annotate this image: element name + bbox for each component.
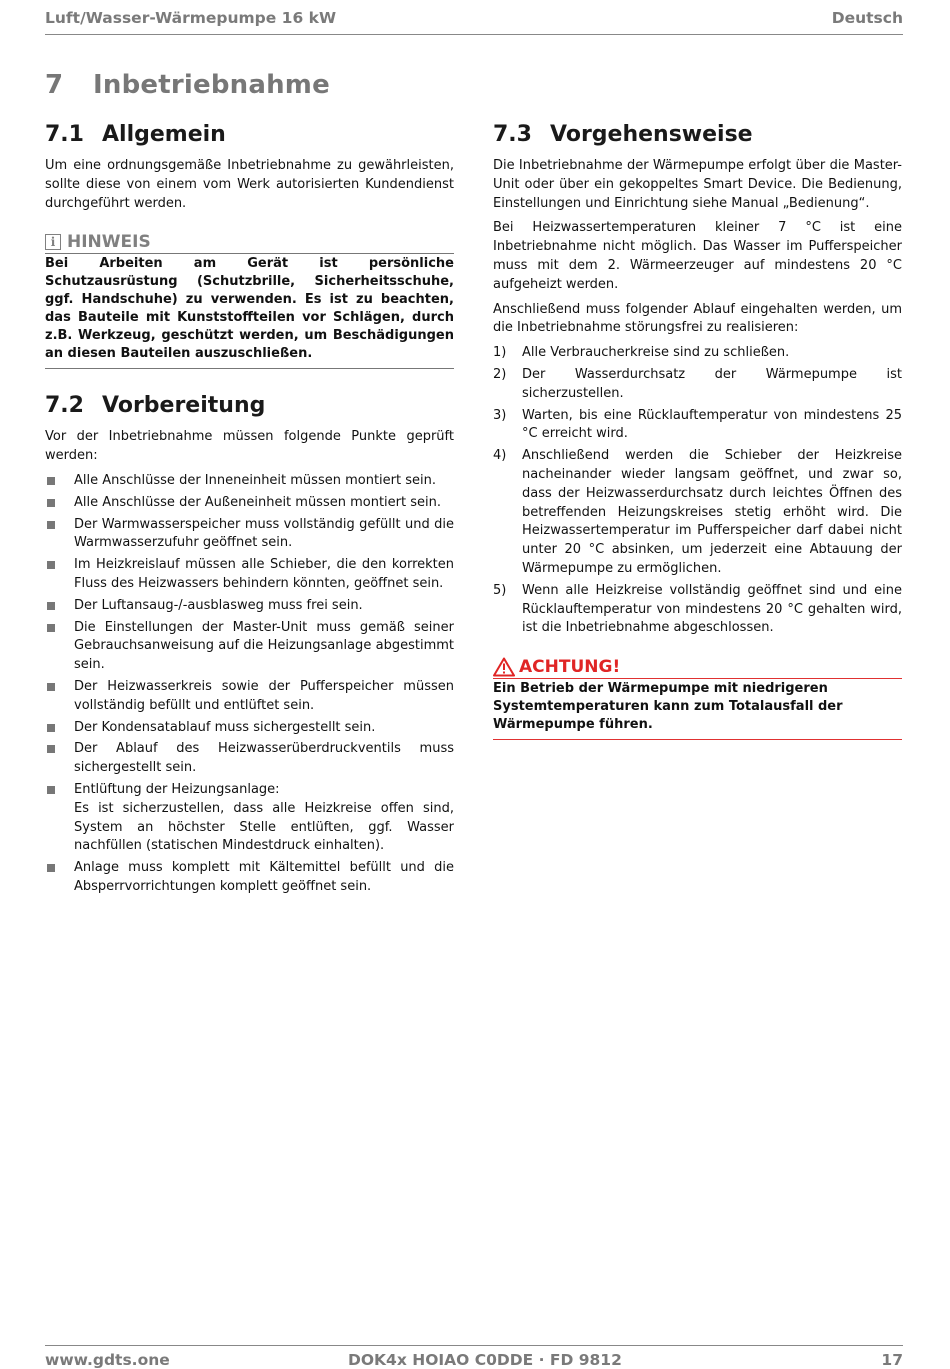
- section-vorbereitung: [45, 393, 454, 896]
- notice-label: HINWEIS: [67, 232, 151, 253]
- square-bullet-icon: [47, 724, 55, 732]
- notice-text: Bei Arbeiten am Gerät ist persönliche Schutzausrüstung (Schutzbrille, Sicherheitsschuhe, ggf. Handschuhe) zu verwenden. Es ist zu beachten, das Bauteile mit Kunststoffteilen vor Schlägen, durch z.B. Werkzeug, geschützt werden, um Beschädigungen an diesen Bauteilen auszuschließen.: [45, 254, 454, 369]
- step-text: Der Wasserdurchsatz der Wärmepumpe ist sicherzustellen.: [522, 366, 902, 401]
- header-language: Deutsch: [831, 9, 903, 27]
- step-item: [493, 582, 902, 638]
- footer-website: www.gdts.one: [45, 1351, 170, 1369]
- list-item: [45, 781, 454, 856]
- list-item: Der Heizwasserkreis sowie der Pufferspeicher müssen vollständig befüllt und entlüftet sein.: [45, 678, 454, 716]
- section-intro: Um eine ordnungsgemäße Inbetriebnahme zu gewährleisten, sollte diese von einem vom Werk autorisierten Kundendienst durchgeführt werden.: [45, 158, 454, 211]
- list-item: Alle Anschlüsse der Außeneinheit müssen montiert sein.: [45, 494, 454, 513]
- chapter-heading: Inbetriebnahme: [93, 70, 330, 100]
- section-title: Vorgehensweise: [550, 122, 753, 147]
- paragraph: Die Inbetriebnahme der Wärmepumpe erfolgt über die Master-Unit oder über ein gekoppeltes Smart Device. Die Bedienung, Einstellungen und Einrichtung siehe Manual „Bedienung“.: [493, 158, 902, 211]
- step-text: Wenn alle Heizkreise vollständig geöffnet sind und eine Rücklauftemperatur von mindestens 20 °C gehalten wird, ist die Inbetriebnahme abgeschlossen.: [522, 582, 902, 636]
- page-footer: [45, 1345, 903, 1368]
- section-number: 7.1: [45, 122, 84, 147]
- step-number: 3): [493, 407, 507, 423]
- warning-label: ACHTUNG!: [519, 657, 621, 678]
- notice-header: [45, 231, 454, 254]
- section-allgemein: [45, 122, 454, 369]
- left-column: [45, 122, 454, 900]
- section-vorgehensweise: [493, 122, 902, 740]
- list-item: Im Heizkreislauf müssen alle Schieber, die den korrekten Fluss des Heizwassers behindern könnten, geöffnet sein.: [45, 556, 454, 594]
- step-number: 2): [493, 366, 507, 382]
- procedure-steps: [493, 344, 902, 638]
- right-column: [493, 122, 902, 740]
- list-item: Anlage muss komplett mit Kältemittel befüllt und die Absperrvorrichtungen komplett geöffnet sein.: [45, 859, 454, 897]
- section-heading-vorbereitung: [45, 393, 454, 418]
- page-number: 17: [881, 1351, 903, 1369]
- chapter-number: 7: [45, 70, 64, 100]
- step-item: [493, 344, 902, 363]
- warning-triangle-icon: [493, 657, 515, 677]
- square-bullet-icon: [47, 561, 55, 569]
- footer-doc-id: DOK4x HOIAO C0DDE · FD 9812: [348, 1351, 622, 1369]
- list-item: Die Einstellungen der Master-Unit muss gemäß seiner Gebrauchsanweisung auf die Heizungsanlage abgestimmt sein.: [45, 619, 454, 675]
- list-item: Alle Anschlüsse der Inneneinheit müssen montiert sein.: [45, 472, 454, 491]
- section-number: 7.3: [493, 122, 532, 147]
- warning-text: Ein Betrieb der Wärmepumpe mit niedrigeren Systemtemperaturen kann zum Totalausfall der Wärmepumpe führen.: [493, 679, 902, 740]
- step-number: 1): [493, 345, 507, 361]
- section-heading-vorgehensweise: [493, 122, 902, 147]
- paragraph: Bei Heizwassertemperaturen kleiner 7 °C ist eine Inbetriebnahme nicht möglich. Das Wasser im Pufferspeicher muss mit dem 2. Wärmeerzeuger auf mindestens 20 °C aufgeheizt werden.: [493, 220, 902, 292]
- step-text: Anschließend werden die Schieber der Heizkreise nacheinander wieder langsam geöffnet, und zwar so, dass der Heizwasserdurchsatz durch leichtes Öffnen des betreffenden Heizungskreises stetig erhöht wird. Die Heizwassertemperatur im Pufferspeicher darf dabei nicht unter 20 °C absinken, um jederzeit eine Abtauung der Wärmepumpe zu ermöglichen.: [522, 448, 902, 576]
- info-icon: i: [45, 234, 61, 250]
- list-item-title: Entlüftung der Heizungsanlage:: [74, 781, 280, 797]
- square-bullet-icon: [47, 477, 55, 485]
- header-title: Luft/Wasser-Wärmepumpe 16 kW: [45, 9, 337, 27]
- square-bullet-icon: [47, 786, 55, 794]
- list-item: Der Warmwasserspeicher muss vollständig gefüllt und die Warmwasserzufuhr geöffnet sein.: [45, 516, 454, 554]
- step-item: [493, 366, 902, 404]
- square-bullet-icon: [47, 864, 55, 872]
- section-number: 7.2: [45, 393, 84, 419]
- list-item: Der Luftansaug-/-ausblasweg muss frei sein.: [45, 597, 454, 616]
- square-bullet-icon: [47, 521, 55, 529]
- checklist: [45, 472, 454, 897]
- square-bullet-icon: [47, 745, 55, 753]
- section-title: Allgemein: [102, 122, 226, 147]
- section-intro: Vor der Inbetriebnahme müssen folgende Punkte geprüft werden:: [45, 429, 454, 464]
- step-item: [493, 447, 902, 579]
- warning-header: [493, 656, 902, 679]
- notice-box: [45, 231, 454, 369]
- list-item: Der Ablauf des Heizwasserüberdruckventils muss sichergestellt sein.: [45, 740, 454, 778]
- step-number: 4): [493, 448, 507, 464]
- chapter-title: [45, 70, 330, 100]
- section-title: Vorbereitung: [102, 393, 266, 419]
- square-bullet-icon: [47, 602, 55, 610]
- step-text: Alle Verbraucherkreise sind zu schließen.: [522, 345, 790, 361]
- warning-box: [493, 656, 902, 740]
- paragraph: Anschließend muss folgender Ablauf eingehalten werden, um die Inbetriebnahme störungsfrei zu realisieren:: [493, 301, 902, 336]
- square-bullet-icon: [47, 683, 55, 691]
- step-item: [493, 407, 902, 445]
- square-bullet-icon: [47, 624, 55, 632]
- step-number: 5): [493, 582, 507, 598]
- step-text: Warten, bis eine Rücklauftemperatur von mindestens 25 °C erreicht wird.: [522, 407, 902, 442]
- list-item-text: Es ist sicherzustellen, dass alle Heizkreise offen sind, System an höchster Stelle entlüften, ggf. Wasser nachfüllen (statischen Mindestdruck einhalten).: [74, 800, 454, 854]
- page-header: [45, 6, 903, 35]
- list-item: Der Kondensatablauf muss sichergestellt sein.: [45, 719, 454, 738]
- square-bullet-icon: [47, 499, 55, 507]
- section-heading-allgemein: [45, 122, 454, 147]
